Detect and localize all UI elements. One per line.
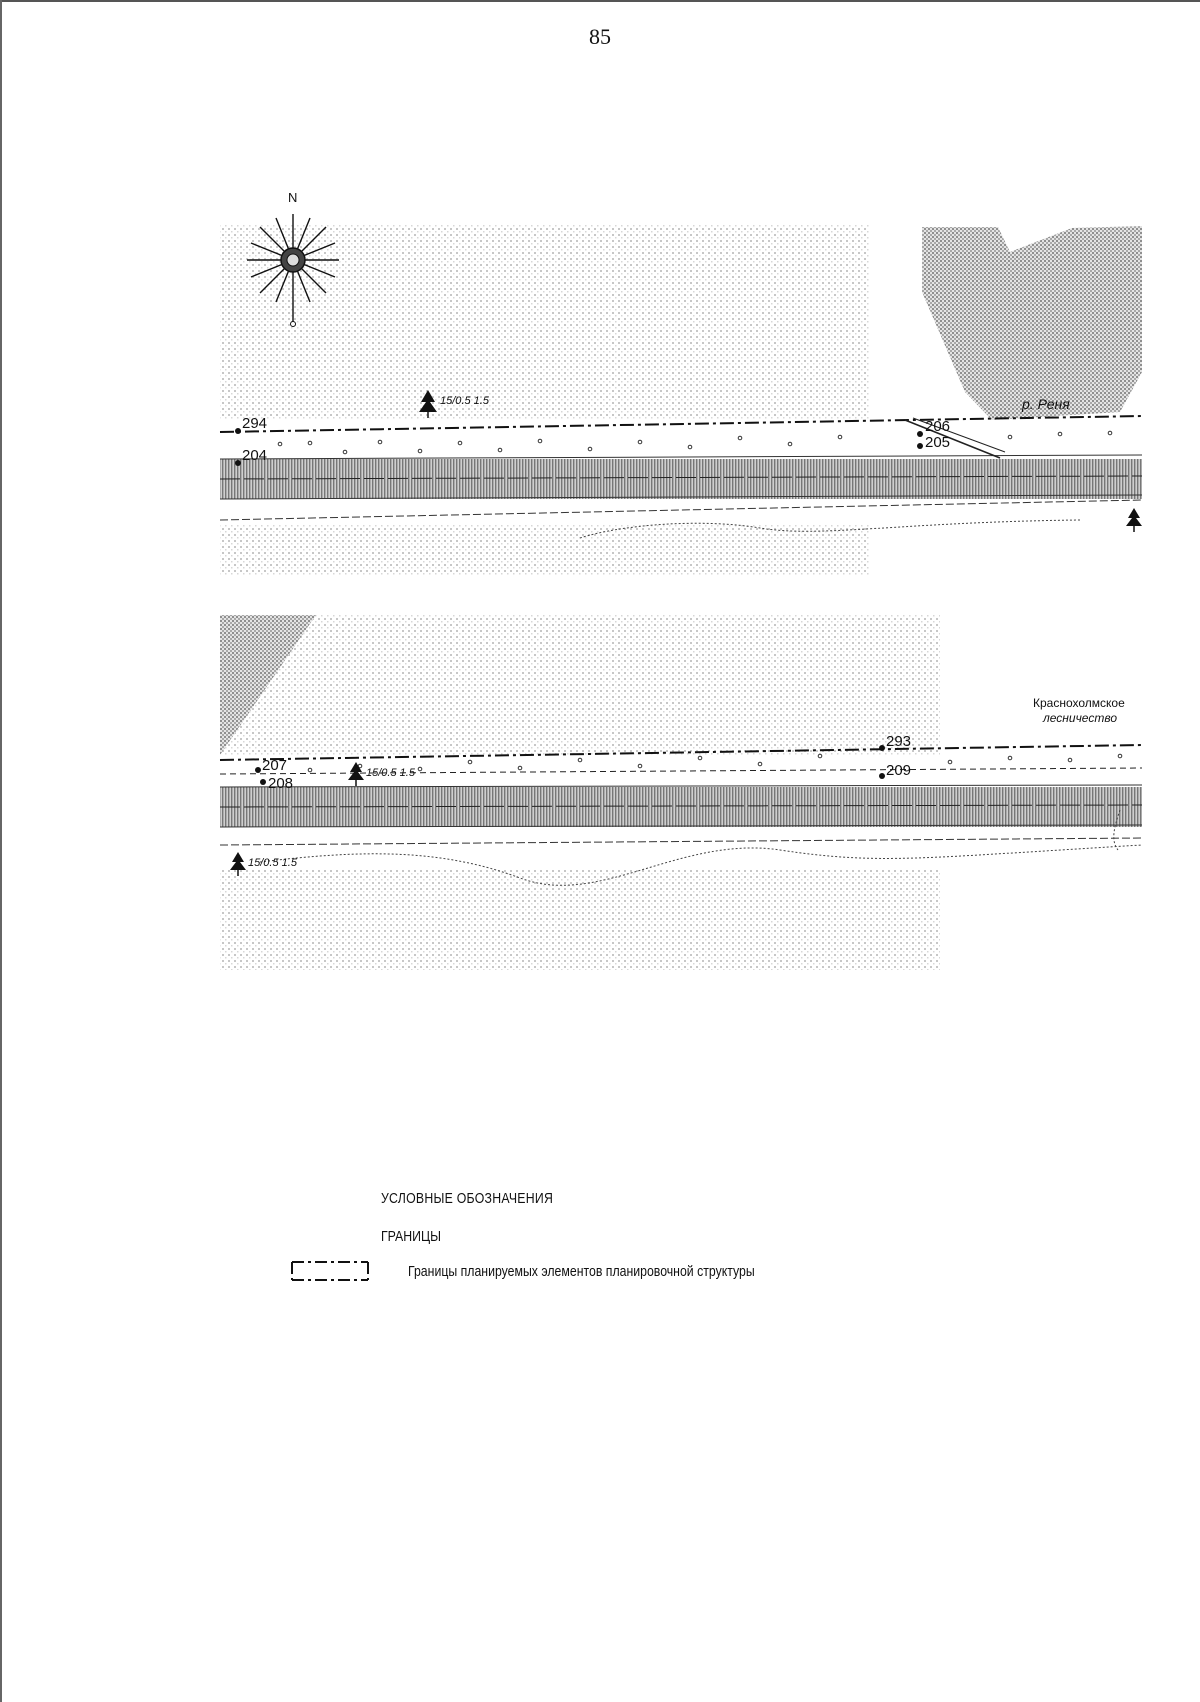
forest-stipple-area (220, 525, 870, 575)
road-edge (220, 785, 1142, 787)
dot-row (278, 431, 1112, 454)
legend-title: УСЛОВНЫЕ ОБОЗНАЧЕНИЯ (381, 1190, 554, 1207)
river-line (905, 420, 1000, 458)
legend-section-title: ГРАНИЦЫ (381, 1228, 441, 1245)
tree-label: 15/0.5 1.5 (366, 767, 415, 779)
point-label: 294 (242, 415, 268, 432)
page-number: 85 (589, 24, 611, 49)
boundary-point-209 (879, 762, 911, 779)
ditch-line (220, 500, 1142, 520)
point-label: 205 (925, 434, 951, 451)
boundary-point-205 (917, 434, 950, 451)
settlement-area (922, 226, 1142, 420)
road-edge (220, 455, 1142, 459)
boundary-point-204 (235, 447, 267, 466)
forestry-label: лесничество (1043, 711, 1118, 725)
river-label: р. Реня (1022, 396, 1070, 412)
compass-north-label: N (288, 190, 298, 205)
ditch-line (220, 838, 1142, 845)
point-label: 208 (268, 775, 294, 792)
point-label: 209 (886, 762, 912, 779)
tree-label: 15/0.5 1.5 (440, 395, 489, 407)
legend-item (290, 1258, 831, 1284)
forestry-label: Краснохолмское (1033, 696, 1125, 710)
legend-item-label: Границы планируемых элементов планировочной структуры (408, 1262, 755, 1280)
tree-icon (1126, 508, 1142, 532)
forest-stipple-area (220, 615, 940, 755)
tree-label: 15/0.5 1.5 (248, 857, 297, 869)
forest-stipple-area (220, 225, 870, 420)
dash-dot-boundary-icon (290, 1258, 370, 1284)
boundary-point-207 (255, 757, 287, 774)
point-label: 206 (925, 418, 951, 435)
upper-map-panel (220, 190, 1142, 575)
forest-stipple-area (220, 870, 940, 970)
point-label: 207 (262, 757, 288, 774)
point-label: 293 (886, 733, 912, 750)
point-label: 204 (242, 447, 268, 464)
lower-map-panel (220, 615, 1142, 970)
